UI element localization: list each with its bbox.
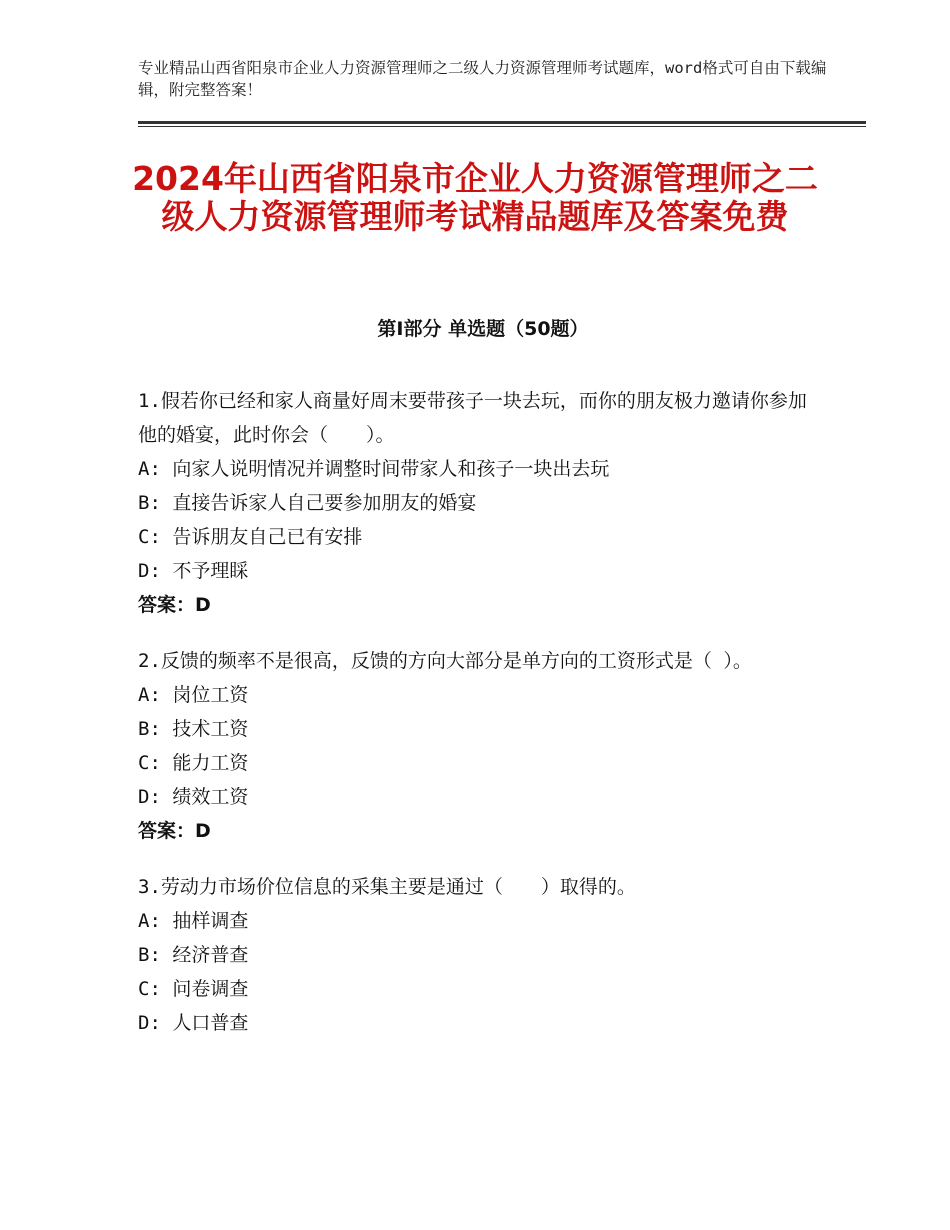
option-d: D: 绩效工资 <box>138 786 249 808</box>
option-d: D: 人口普查 <box>138 1012 249 1034</box>
question-text: 1.假若你已经和家人商量好周末要带孩子一块去玩，而你的朋友极力邀请你参加他的婚宴，此时你会（ ）。 <box>138 390 807 446</box>
question-3 <box>138 870 818 1040</box>
option-d: D: 不予理睬 <box>138 560 249 582</box>
option-a: A: 抽样调查 <box>138 910 249 932</box>
question-1 <box>138 384 818 622</box>
option-a: A: 向家人说明情况并调整时间带家人和孩子一块出去玩 <box>138 458 610 480</box>
option-b: B: 直接告诉家人自己要参加朋友的婚宴 <box>138 492 477 514</box>
header-rule-thick <box>138 121 866 124</box>
option-a: A: 岗位工资 <box>138 684 249 706</box>
header-rule-thin <box>138 126 866 127</box>
answer: 答案：D <box>138 594 211 616</box>
option-c: C: 问卷调查 <box>138 978 249 1000</box>
option-b: B: 经济普查 <box>138 944 249 966</box>
document-title: 2024年山西省阳泉市企业人力资源管理师之二级人力资源管理师考试精品题库及答案免费 <box>132 159 818 236</box>
section-title: 第Ⅰ部分 单选题（50题） <box>377 318 589 340</box>
question-text: 2.反馈的频率不是很高，反馈的方向大部分是单方向的工资形式是（ ）。 <box>138 650 752 672</box>
option-c: C: 告诉朋友自己已有安排 <box>138 526 363 548</box>
header-note: 专业精品山西省阳泉市企业人力资源管理师之二级人力资源管理师考试题库，word格式可自由下载编辑，附完整答案！ <box>138 59 827 99</box>
answer: 答案：D <box>138 820 211 842</box>
option-c: C: 能力工资 <box>138 752 249 774</box>
question-text: 3.劳动力市场价位信息的采集主要是通过（ ）取得的。 <box>138 876 636 898</box>
question-2 <box>138 644 818 848</box>
option-b: B: 技术工资 <box>138 718 249 740</box>
question-list <box>138 384 818 1062</box>
